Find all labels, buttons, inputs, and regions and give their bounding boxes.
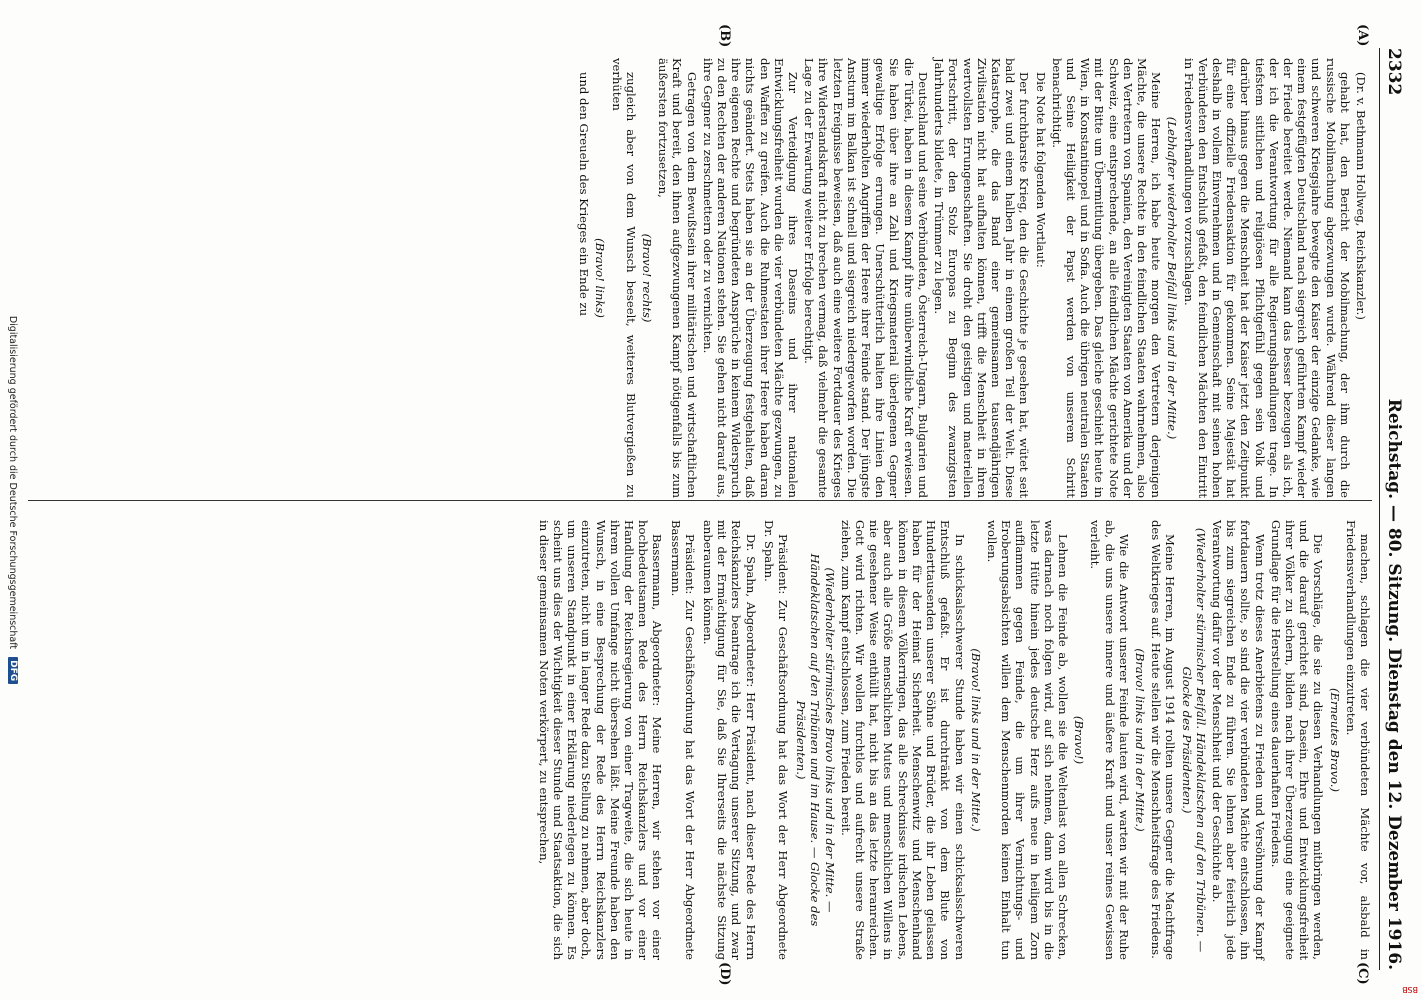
paragraph: Die Vorschläge, die sie zu diesen Verhandlungen mitbringen werden, und die darauf gerichtet sind, Dasein, Ehre und Entwicklungsfreiheit ihrer Völker zu sichern, bilden nach ihrer Überzeugung eine geeignete Grundlage für die Herstellung eines dauerhaften Friedens. [1268,520,1326,960]
speaker-paragraph: Bassermann, Abgeordneter: Meine Herren, wir stehen vor einer hochbedeutsamen Rede des Herrn Reichskanzlers und vor einer Handlung der Reichsregierung von einer Tragweite, die sich heute in ihrem vollen Umfange nicht übersehen läßt. Meine Freunde haben den Wunsch, in eine Besprechung der Rede des Herrn Reichskanzlers einzutreten, nicht um in langer Rede dazu Stellung zu nehmen, aber doch, um unseren Standpunkt in einer Erklärung niederlegen zu können. Es scheint uns dies der Wichtigkeit dieser Stunde und Staatsaktion, die sich in dieser gemeinsamen Noten verkörpert, zu entsprechen, [536,520,665,960]
paragraph: Deutschland und seine Verbündeten, Österreich-Ungarn, Bulgarien und die Türkei, haben in diesem Kampf ihre unüberwindliche Kraft erwiesen. Sie haben über ihre an Zahl und Kriegsmaterial überlegenen Gegner gewaltige Erfolge errungen. Unerschütterlich halten ihre Linien den immer wiederholten Angriffen der Heere ihrer Feinde stand. Der jüngste Ansturm im Balkan ist schnell und siegreich niedergeworfen worden. Die letzten Ereignisse beweisen, daß auch eine weitere Fortdauer des Krieges ihre Widerstandskraft nicht zu brechen vermag, daß vielmehr die gesamte Lage zu der Erwartung weiterer Erfolge berechtigt. [802,58,930,498]
interjection: (Bravo! rechts) [640,233,655,323]
interjection: (Wiederholter stürmischer Beifall. Händeklatschen auf den Tribünen. — Glocke des Präsidenten.) [1179,527,1208,953]
interjection: (Bravo! links und in der Mitte.) [1132,648,1147,832]
page-number: 2332 [1384,48,1404,96]
paragraph: Die Note hat folgenden Wortlaut: [1033,72,1048,268]
paragraph: Zur Verteidigung ihres Daseins und ihrer nationalen Entwicklungsfreiheit wurden die vier verbündeten Mächte gezwungen, zu den Waffen zu greifen. Auch die Ruhmestaten ihrer Heere haben daran nichts geändert. Stets haben sie an der Überzeugung festgehalten, daß ihre eigenen Rechte und begründeten Ansprüche in keinem Widerspruch zu den Rechten der anderen Nationen stehen. Sie gehen nicht darauf aus, ihre Gegner zu zerschmettern oder zu vernichten. [700,58,801,498]
margin-marker-d: (D) [717,962,732,986]
paragraph: Meine Herren, im August 1914 rollten unsere Gegner die Machtfrage des Weltkrieges auf. Heute stellen wir die Menschheitsfrage des Friedens. [1149,520,1178,960]
interjection: (Bravo!) [1072,715,1087,765]
interjection: (Erneutes Bravo.) [1327,688,1342,792]
interjection: (Bravo! links) [593,238,608,318]
margin-marker-a: (A) [1355,24,1370,47]
left-column [575,58,1372,498]
margin-marker-b: (B) [717,24,732,48]
paragraph: Der furchtbarste Krieg, den die Geschichte je gesehen hat, wütet seit bald zwei und einem halben Jahr in einem großen Teil der Welt. Diese Katastrophe, die das Band einer gemeinsamen tausendjährigen Zivilisation nicht hat aufhalten können, trifft die Menschheit in ihren wertvollsten Errungenschaften. Sie droht den geistigen und materiellen Fortschritt, der den Stolz Europas zu Beginn des zwanzigsten Jahrhunderts bildete, in Trümmer zu legen. [932,58,1032,498]
paragraph: und den Greueln des Krieges ein Ende zu [577,72,592,317]
speaker-paragraph: (Dr. v. Bethmann Hollweg, Reichskanzler.) [1354,72,1368,320]
paragraph: Wie die Antwort unserer Feinde lauten wird, warten wir mit der Ruhe ab, die uns unsere innere und äußere Kraft und unser reines Gewissen verleiht. [1088,520,1131,960]
speaker-paragraph: Präsident: Zur Geschäftsordnung hat das Wort der Herr Abgeordnete Dr. Spahn. [761,520,791,960]
dfg-logo: DFG [8,657,18,684]
right-column [535,520,1372,960]
page-footer [4,0,22,1000]
column-divider [28,500,1372,501]
paragraph: Getragen von dem Bewußtsein ihrer militärischen und wirtschaftlichen Kraft und bereit, den ihnen aufgezwungenen Kampf nötigenfalls bis zum äußersten fortzusetzen, [656,58,699,498]
margin-marker-c: (C) [1355,962,1370,985]
speaker-paragraph: Dr. Spahn, Abgeordneter: Herr Präsident, nach dieser Rede des Herrn Reichskanzlers beantrage ich die Vertagung unserer Sitzung, und zwar mit der Ermächtigung für Sie, daß Sie Ihrerseits die nächste Sitzung anberaumen können. [701,520,758,960]
page-title: Reichstag. — 80. Sitzung. Dienstag den 12. Dezember 1916. [1384,398,1404,970]
footer-text: Digitalisierung gefördert durch die Deutsche Forschungsgemeinschaft [7,315,19,650]
interjection: (Lebhafter wiederholter Beifall links und in der Mitte.) [1165,116,1180,440]
paragraph: Lehnen die Feinde ab, wollen sie die Weltenlast von allen Schrecken, was darnach noch folgen wird, auf sich nehmen, dann wird bis in die letzte Hütte hinein jedes deutsche Herz aufs neue in heiligem Zorn aufflammen gegen Feinde, die um ihrer Vernichtungs- und Eroberungsabsichten willen dem Menschenmorden keinen Einhalt tun wollen. [984,520,1070,960]
speaker-paragraph: Präsident: Zur Geschäftsordnung hat das Wort der Herr Abgeordnete Bassermann. [668,520,697,960]
interjection: (Wiederholter stürmisches Bravo links und in der Mitte. — Händeklatschen auf den Tribünen und im Hause. — Glocke des Präsidenten.) [794,553,837,927]
paragraph: In schicksalsschwerer Stunde haben wir einen schicksalsschweren Entschluß gefaßt. Er ist durchtränkt von dem Blute von Hunderttausenden unserer Söhne und Brüder, die ihr Leben gelassen haben für der Heimat Sicherheit. Menschenwitz und Menschenhand können in diesem Völkerringen, das alle Schrecknisse irdischen Lebens, aber auch alle Größe menschlichen Mutes und menschlichen Willens in nie gesehener Weise enthüllt hat, nicht bis an das letzte heranreichen. Gott wird richten. Wir wollen furchtlos und aufrecht unsere Straße ziehen, zum Kampf entschlossen, zum Frieden bereit. [838,520,967,960]
library-stamp: BSB [1402,985,1418,994]
interjection: (Bravo! links und in der Mitte.) [968,648,983,832]
paragraph: gehabt hat, den Bericht der Mobilmachung, der ihm durch die russische Mobilmachung abgezwungen wurde. Während dieser langen und schweren Kriegsjahre bewegte den Kaiser der einzige Gedanke, wie einem festgefügten Deutschland nach siegreich geführtem Kampf wieder der Friede bereitet werde. Niemand kann das besser bezeugen als ich, der ich die Verantwortung für alle Regierungshandlungen trage. In tiefstem sittlichen und religiösen Pflichtgefühl gegen sein Volk und darüber hinaus gegen die Menschheit hat der Kaiser jetzt den Zeitpunkt für eine offizielle Friedensaktion für gekommen. Seine Majestät hat deshalb in vollem Einvernehmen und in Gemeinschaft mit seinen hohen Verbündeten den Entschluß gefaßt, den feindlichen Mächten den Eintritt in Friedensverhandlungen vorzuschlagen. [1181,58,1352,498]
paragraph: zugleich aber von dem Wunsch beseelt, weiteres Blutvergießen zu verhüten [609,58,638,498]
page-header [1379,48,1408,970]
paragraph: Meine Herren, ich habe heute morgen den Vertretern derjenigen Mächte, die unsere Rechte in den feindlichen Staaten wahrnehmen, also den Vertretern von Spanien, den Vereinigten Staaten von Amerika und der Schweiz, eine entsprechende, an alle feindlichen Mächte gerichtete Note mit der Bitte um Übermittlung übergeben. Das gleiche geschieht heute in Wien, in Konstantinopel und in Sofia. Auch die übrigen neutralen Staaten und Seine Heiligkeit der Papst werden von unserem Schritt benachrichtigt. [1049,58,1164,498]
paragraph: machen, schlagen die vier verbündeten Mächte vor, alsbald in Friedensverhandlungen einzutreten. [1343,520,1372,960]
paragraph: Wenn trotz dieses Anerbietens zu Frieden und Versöhnung der Kampf fortdauern sollte, so sind die vier verbündeten Mächte entschlossen, ihn bis zum siegreichen Ende zu führen. Sie lehnen aber feierlich jede Verantwortung dafür vor der Menschheit und der Geschichte ab. [1209,520,1267,960]
